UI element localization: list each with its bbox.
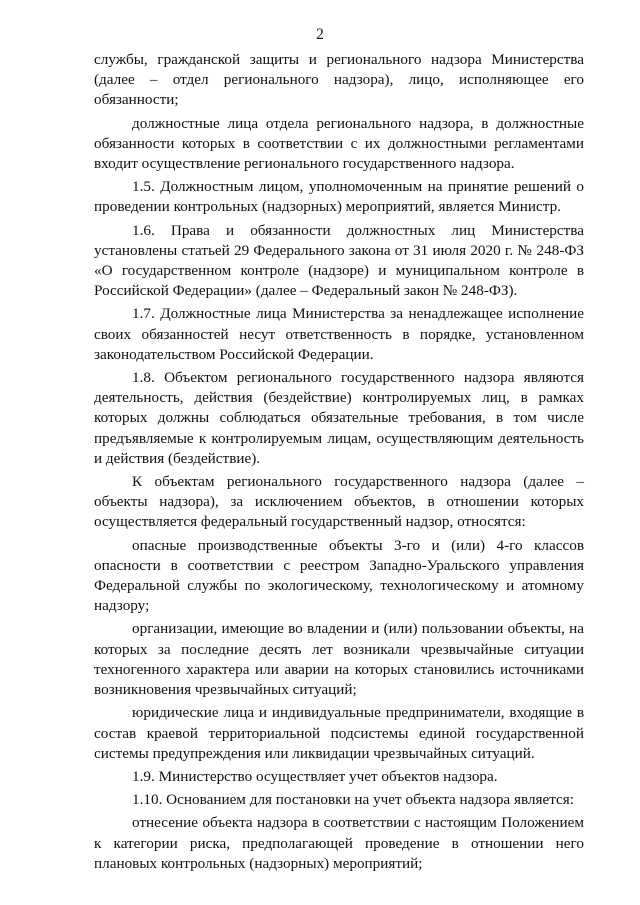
paragraph: К объектам регионального государственного надзора (далее – объекты надзора), за исключением объектов, в отношении которых осуществляется федеральный государственный надзор, относятся:: [94, 473, 584, 531]
paragraph: должностные лица отдела регионального надзора, в должностные обязанности которых в соответствии с их должностными регламентами входит осуществление регионального государственного надзора.: [94, 114, 584, 173]
paragraph-1-7: 1.7. Должностные лица Министерства за ненадлежащее исполнение своих обязанностей несут ответственность в порядке, установленном законодательством Российской Федерации.: [94, 305, 584, 363]
paragraph-1-6: 1.6. Права и обязанности должностных лиц Министерства установлены статьей 29 Федерального закона от 31 июля 2020 г. № 248-ФЗ «О государственном контроле (надзоре) и муниципальном контроле в Российской Федерации» (далее – Федеральный закон № 248-ФЗ).: [94, 221, 584, 300]
list-item: опасные производственные объекты 3-го и (или) 4-го классов опасности в соответствии с реестром Западно-Уральского управления Федеральной службы по экологическому, технологическому и атомному надзору;: [94, 536, 584, 615]
document-body: [94, 50, 584, 877]
paragraph-1-5: 1.5. Должностным лицом, уполномоченным на принятие решений о проведении контрольных (надзорных) мероприятий, является Министр.: [94, 178, 584, 216]
page-number: 2: [316, 26, 324, 43]
paragraph-1-9: 1.9. Министерство осуществляет учет объектов надзора.: [132, 767, 498, 785]
list-item: юридические лица и индивидуальные предприниматели, входящие в состав краевой территориальной подсистемы единой государственной системы предупреждения или ликвидации чрезвычайных ситуаций.: [94, 704, 584, 762]
list-item: отнесение объекта надзора в соответствии с настоящим Положением к категории риска, предполагающей проведение в отношении него плановых контрольных (надзорных) мероприятий;: [94, 814, 584, 872]
paragraph-1-10: 1.10. Основанием для постановки на учет объекта надзора является:: [132, 791, 575, 809]
paragraph-continuation: службы, гражданской защиты и регионального надзора Министерства (далее – отдел регионального надзора), лицо, исполняющее его обязанности;: [94, 51, 584, 109]
paragraph-1-8: 1.8. Объектом регионального государственного надзора являются деятельность, действия (бездействие) контролируемых лиц, в рамках которых должны соблюдаться обязательные требования, в том числе предъявляемые к контролируемым лицам, осуществляющим деятельность и действия (бездействие).: [94, 369, 584, 467]
list-item: организации, имеющие во владении и (или) пользовании объекты, на которых за последние десять лет возникали чрезвычайные ситуации техногенного характера или аварии на которых становились источниками возникновения чрезвычайных ситуаций;: [94, 620, 584, 699]
